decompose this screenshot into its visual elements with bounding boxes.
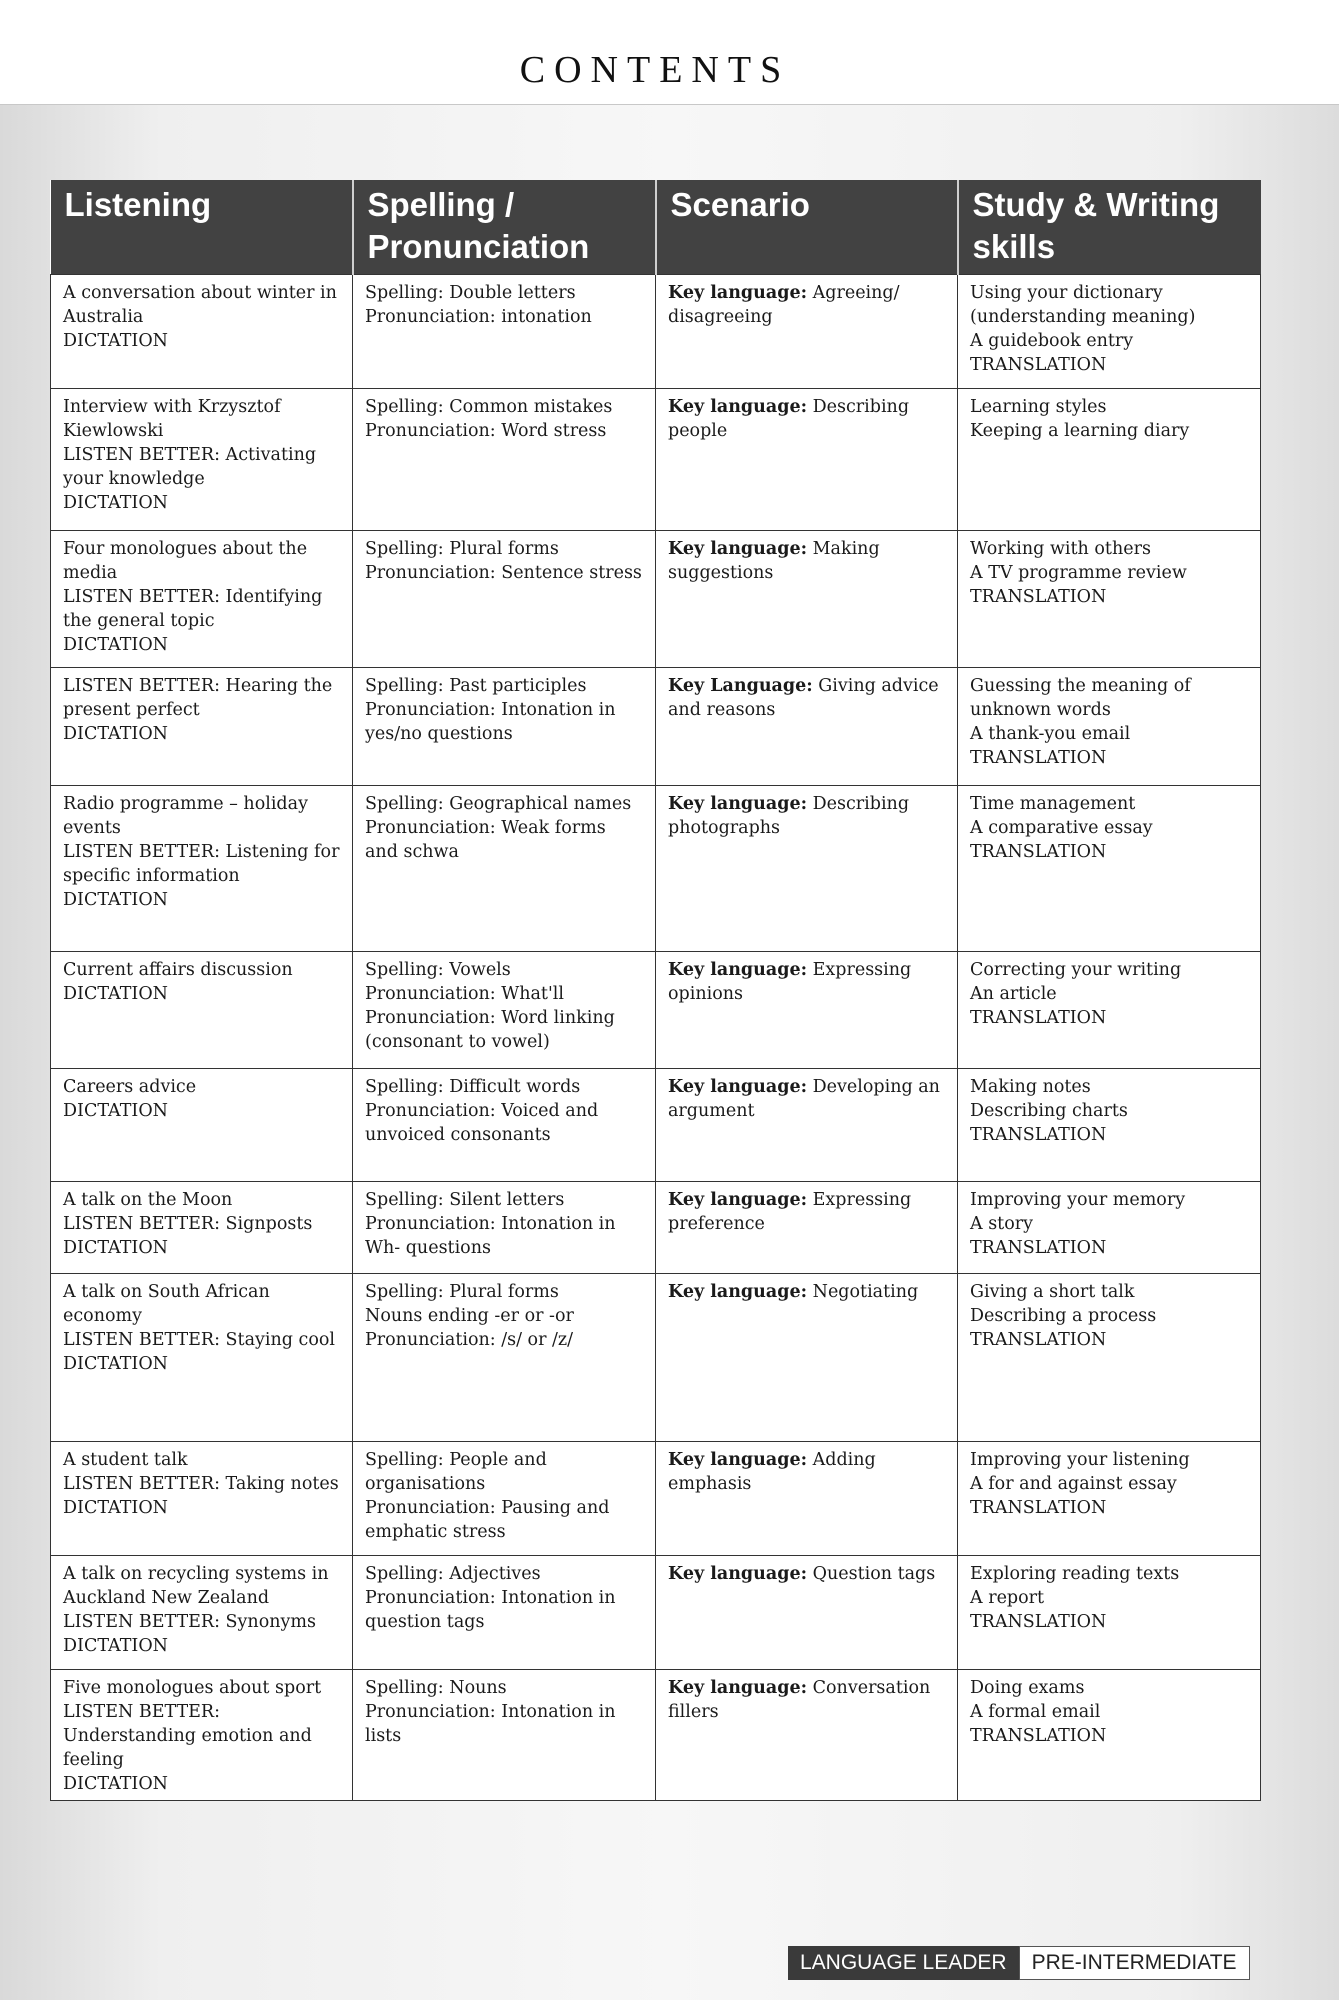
cell-line: DICTATION <box>63 1636 168 1656</box>
cell-line: Pronunciation: Intonation in lists <box>365 1702 616 1746</box>
cell-line: Pronunciation: Intonation in Wh- questions <box>365 1214 616 1258</box>
cell-line: LISTEN BETTER: Synonyms <box>63 1612 316 1632</box>
cell-line: Doing exams <box>970 1678 1085 1698</box>
spelling-cell <box>353 1274 656 1442</box>
table-row <box>51 786 1261 952</box>
key-language-text: Expressing opinions <box>668 960 912 1004</box>
cell-line: A TV programme review <box>970 563 1187 583</box>
study-cell <box>958 389 1261 531</box>
header-study: Study & Writing skills <box>958 180 1261 275</box>
cell-line: LISTEN BETTER: Hearing the present perfect <box>63 676 333 720</box>
key-language-label: Key language: <box>668 1190 808 1210</box>
cell-line: Pronunciation: What'll <box>365 984 564 1004</box>
scenario-cell <box>656 668 958 786</box>
cell-line: A for and against essay <box>970 1474 1177 1494</box>
cell-line: Pronunciation: Sentence stress <box>365 563 642 583</box>
table-row <box>51 1069 1261 1182</box>
cell-line: LISTEN BETTER: Signposts <box>63 1214 313 1234</box>
listening-cell <box>51 1274 353 1442</box>
cell-line: DICTATION <box>63 635 168 655</box>
scenario-cell <box>656 1069 958 1182</box>
key-language-text: Describing people <box>668 397 910 441</box>
scenario-cell <box>656 1442 958 1556</box>
listening-cell <box>51 668 353 786</box>
study-cell <box>958 1274 1261 1442</box>
cell-line: LISTEN BETTER: Staying cool <box>63 1330 336 1350</box>
header-listening: Listening <box>51 180 353 275</box>
header-spelling: Spelling / Pronunciation <box>353 180 656 275</box>
cell-line: Spelling: Past participles <box>365 676 587 696</box>
study-cell <box>958 786 1261 952</box>
cell-line: A talk on South African economy <box>63 1282 270 1326</box>
cell-line: Nouns ending -er or -or <box>365 1306 574 1326</box>
cell-line: DICTATION <box>63 1101 168 1121</box>
header-row <box>51 180 1261 275</box>
key-language-label: Key language: <box>668 283 808 303</box>
study-cell <box>958 668 1261 786</box>
key-language-label: Key language: <box>668 794 808 814</box>
cell-line: DICTATION <box>63 1238 168 1258</box>
listening-cell <box>51 275 353 389</box>
cell-line: LISTEN BETTER: Listening for specific information <box>63 842 340 886</box>
cell-line: DICTATION <box>63 724 168 744</box>
cell-line: A guidebook entry <box>970 331 1134 351</box>
scenario-cell <box>656 389 958 531</box>
cell-line: Describing charts <box>970 1101 1128 1121</box>
cell-line: Spelling: Double letters <box>365 283 576 303</box>
cell-line: A thank-you email <box>970 724 1131 744</box>
key-language-text: Agreeing/ disagreeing <box>668 283 900 327</box>
table-row <box>51 275 1261 389</box>
cell-line: Time management <box>970 794 1136 814</box>
cell-line: Pronunciation: Weak forms and schwa <box>365 818 606 862</box>
table-row <box>51 952 1261 1069</box>
page-title: CONTENTS <box>519 49 791 91</box>
scenario-cell <box>656 531 958 668</box>
cell-line: Spelling: Geographical names <box>365 794 632 814</box>
spelling-cell <box>353 786 656 952</box>
key-language-label: Key language: <box>668 1678 808 1698</box>
cell-line: A talk on recycling systems in Auckland New Zealand <box>63 1564 329 1608</box>
cell-line: Guessing the meaning of unknown words <box>970 676 1191 720</box>
cell-line: DICTATION <box>63 331 168 351</box>
spelling-cell <box>353 1670 656 1801</box>
cell-line: TRANSLATION <box>970 355 1107 375</box>
study-cell <box>958 952 1261 1069</box>
study-cell <box>958 1556 1261 1670</box>
cell-line: Spelling: People and organisations <box>365 1450 547 1494</box>
scenario-cell <box>656 1556 958 1670</box>
cell-line: TRANSLATION <box>970 587 1107 607</box>
cell-line: DICTATION <box>63 493 168 513</box>
cell-line: Pronunciation: Voiced and unvoiced consonants <box>365 1101 599 1145</box>
table-row <box>51 1670 1261 1801</box>
cell-line: TRANSLATION <box>970 748 1107 768</box>
key-language-label: Key language: <box>668 1077 808 1097</box>
cell-line: Exploring reading texts <box>970 1564 1180 1584</box>
scenario-cell <box>656 1274 958 1442</box>
listening-cell <box>51 389 353 531</box>
listening-cell <box>51 1182 353 1274</box>
cell-line: TRANSLATION <box>970 1612 1107 1632</box>
key-language-text: Giving advice and reasons <box>668 676 939 720</box>
scenario-cell <box>656 952 958 1069</box>
spelling-cell <box>353 275 656 389</box>
cell-line: A report <box>970 1588 1045 1608</box>
key-language-text: Negotiating <box>807 1282 919 1302</box>
table-row <box>51 1274 1261 1442</box>
listening-cell <box>51 952 353 1069</box>
study-cell <box>958 1069 1261 1182</box>
key-language-text: Describing photographs <box>668 794 910 838</box>
listening-cell <box>51 786 353 952</box>
cell-line: Pronunciation: Pausing and emphatic stress <box>365 1498 610 1542</box>
spelling-cell <box>353 1442 656 1556</box>
table-row <box>51 668 1261 786</box>
cell-line: TRANSLATION <box>970 1498 1107 1518</box>
spelling-cell <box>353 952 656 1069</box>
key-language-text: Question tags <box>807 1564 936 1584</box>
cell-line: Pronunciation: /s/ or /z/ <box>365 1330 574 1350</box>
footer-level: PRE-INTERMEDIATE <box>1019 1946 1250 1980</box>
listening-cell <box>51 1670 353 1801</box>
cell-line: Spelling: Silent letters <box>365 1190 565 1210</box>
cell-line: Spelling: Common mistakes <box>365 397 613 417</box>
key-language-label: Key language: <box>668 397 808 417</box>
scenario-cell <box>656 275 958 389</box>
cell-line: A conversation about winter in Australia <box>63 283 337 327</box>
key-language-label: Key language: <box>668 1450 808 1470</box>
table-row <box>51 1182 1261 1274</box>
scenario-cell <box>656 1182 958 1274</box>
cell-line: Five monologues about sport <box>63 1678 322 1698</box>
cell-line: Spelling: Nouns <box>365 1678 507 1698</box>
cell-line: DICTATION <box>63 890 168 910</box>
cell-line: Careers advice <box>63 1077 197 1097</box>
study-cell <box>958 1670 1261 1801</box>
key-language-text: Adding emphasis <box>668 1450 876 1494</box>
cell-line: Four monologues about the media <box>63 539 308 583</box>
cell-line: A comparative essay <box>970 818 1153 838</box>
cell-line: Pronunciation: Word stress <box>365 421 607 441</box>
table-row <box>51 1442 1261 1556</box>
cell-line: DICTATION <box>63 984 168 1004</box>
scenario-cell <box>656 786 958 952</box>
cell-line: TRANSLATION <box>970 1125 1107 1145</box>
cell-line: Correcting your writing <box>970 960 1182 980</box>
listening-cell <box>51 531 353 668</box>
key-language-text: Making suggestions <box>668 539 880 583</box>
cell-line: DICTATION <box>63 1498 168 1518</box>
cell-line: A talk on the Moon <box>63 1190 233 1210</box>
contents-table <box>50 180 1261 1801</box>
listening-cell <box>51 1442 353 1556</box>
cell-line: Radio programme – holiday events <box>63 794 308 838</box>
header-rule <box>0 104 1339 105</box>
cell-line: TRANSLATION <box>970 1008 1107 1028</box>
cell-line: A student talk <box>63 1450 188 1470</box>
cell-line: Describing a process <box>970 1306 1157 1326</box>
listening-cell <box>51 1069 353 1182</box>
cell-line: An article <box>970 984 1057 1004</box>
key-language-label: Key Language: <box>668 676 813 696</box>
key-language-text: Conversation fillers <box>668 1678 931 1722</box>
study-cell <box>958 1182 1261 1274</box>
spelling-cell <box>353 531 656 668</box>
cell-line: LISTEN BETTER: Understanding emotion and feeling <box>63 1702 312 1770</box>
study-cell <box>958 531 1261 668</box>
key-language-text: Expressing preference <box>668 1190 912 1234</box>
cell-line: Keeping a learning diary <box>970 421 1190 441</box>
cell-line: TRANSLATION <box>970 842 1107 862</box>
spelling-cell <box>353 1556 656 1670</box>
table-row <box>51 1556 1261 1670</box>
cell-line: Pronunciation: intonation <box>365 307 592 327</box>
cell-line: Working with others <box>970 539 1151 559</box>
footer-brand-name: LANGUAGE LEADER <box>788 1946 1019 1980</box>
cell-line: A formal email <box>970 1702 1101 1722</box>
key-language-label: Key language: <box>668 960 808 980</box>
cell-line: LISTEN BETTER: Identifying the general topic <box>63 587 323 631</box>
cell-line: LISTEN BETTER: Taking notes <box>63 1474 339 1494</box>
cell-line: Spelling: Difficult words <box>365 1077 581 1097</box>
cell-line: Improving your memory <box>970 1190 1186 1210</box>
cell-line: DICTATION <box>63 1354 168 1374</box>
header-scenario: Scenario <box>656 180 958 275</box>
cell-line: LISTEN BETTER: Activating your knowledge <box>63 445 317 489</box>
footer-brand <box>788 1946 1250 1980</box>
spelling-cell <box>353 1182 656 1274</box>
table-row <box>51 531 1261 668</box>
cell-line: Making notes <box>970 1077 1091 1097</box>
cell-line: Learning styles <box>970 397 1107 417</box>
key-language-text: Developing an argument <box>668 1077 940 1121</box>
study-cell <box>958 1442 1261 1556</box>
cell-line: TRANSLATION <box>970 1238 1107 1258</box>
cell-line: Interview with Krzysztof Kiewlowski <box>63 397 281 441</box>
cell-line: Giving a short talk <box>970 1282 1135 1302</box>
cell-line: DICTATION <box>63 1774 168 1794</box>
cell-line: Improving your listening <box>970 1450 1190 1470</box>
cell-line: Spelling: Plural forms <box>365 539 559 559</box>
scenario-cell <box>656 1670 958 1801</box>
spelling-cell <box>353 1069 656 1182</box>
cell-line: Spelling: Adjectives <box>365 1564 541 1584</box>
cell-line: Spelling: Plural forms <box>365 1282 559 1302</box>
spelling-cell <box>353 668 656 786</box>
cell-line: TRANSLATION <box>970 1330 1107 1350</box>
cell-line: Current affairs discussion <box>63 960 293 980</box>
spelling-cell <box>353 389 656 531</box>
key-language-label: Key language: <box>668 539 808 559</box>
key-language-label: Key language: <box>668 1282 808 1302</box>
listening-cell <box>51 1556 353 1670</box>
cell-line: Spelling: Vowels <box>365 960 511 980</box>
table-row <box>51 389 1261 531</box>
cell-line: A story <box>970 1214 1034 1234</box>
study-cell <box>958 275 1261 389</box>
cell-line: TRANSLATION <box>970 1726 1107 1746</box>
cell-line: Pronunciation: Intonation in yes/no questions <box>365 700 616 744</box>
cell-line: Using your dictionary (understanding meaning) <box>970 283 1196 327</box>
key-language-label: Key language: <box>668 1564 808 1584</box>
cell-line: Pronunciation: Intonation in question tags <box>365 1588 616 1632</box>
cell-line: Pronunciation: Word linking (consonant to vowel) <box>365 1008 615 1052</box>
